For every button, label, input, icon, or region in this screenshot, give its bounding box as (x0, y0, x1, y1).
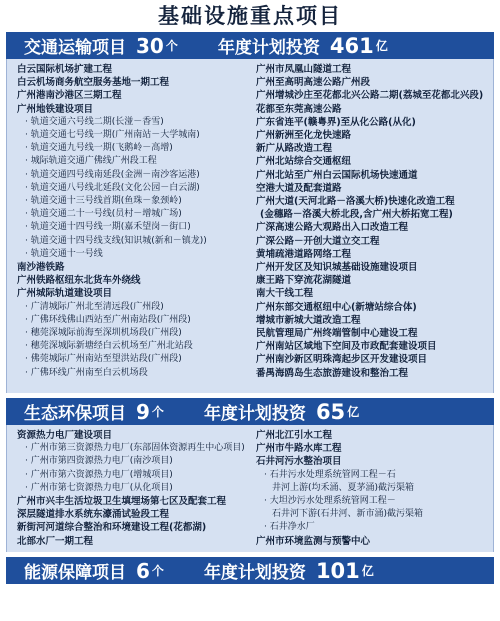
project-item: 广州市牛路水库工程 (256, 443, 342, 455)
project-list-left (17, 429, 250, 548)
project-item: 广深高速公路大观路出入口改造工程 (256, 222, 409, 234)
project-item: 资源热力电厂建设项目 (17, 430, 113, 441)
sub-project-item: · 广清城际广州北至清远段(广州段) (17, 301, 246, 314)
sub-project-item: · 轨道交通八号线北延段(文化公园－白云湖) (17, 182, 246, 195)
sub-project-item: · 轨道交通九号线一期(飞鹅岭－高增) (17, 142, 246, 155)
project-item: 广州至高明高速公路广州段 (256, 77, 371, 89)
project-list-right (250, 429, 485, 548)
section-amount-unit: 亿 (375, 39, 388, 53)
sub-project-item: · 石井污水处理系统管网工程－石 (256, 469, 485, 482)
section-amount: 461 (329, 33, 374, 58)
section-amount: 101 (315, 558, 360, 583)
project-list-left (17, 63, 250, 389)
project-item: 广州南沙新区明珠湾起步区开发建设项目 (256, 354, 428, 366)
project-item: 民航管理局广州终端管制中心建设工程 (256, 328, 418, 340)
project-item: 广州市凤凰山隧道工程 (256, 64, 352, 75)
sub-project-item: · 轨道交通十一号线 (17, 248, 246, 261)
section-body-transport (6, 59, 494, 393)
sub-project-item: · 轨道交通十四号线支线(知识城(新和－镇龙)) (17, 235, 246, 248)
project-item: 花都至东莞高速公路 (256, 103, 342, 115)
sub-project-item: · 轨道交通四号线南延段(金洲－南沙客运港) (17, 169, 246, 182)
page-title: 基础设施重点项目 (158, 4, 342, 28)
project-item: 广州新洲至化龙快速路 (256, 130, 352, 142)
section-category: 交通运输项目 (24, 38, 126, 58)
project-item: 广州北站至广州白云国际机场快速通道 (256, 169, 418, 181)
section-count-unit: 个 (151, 564, 164, 578)
sub-project-item: · 佛莞城际广州南站至望洪站段(广州段) (17, 353, 246, 366)
section-plan-label: 年度计划投资 (203, 563, 306, 583)
project-item: 白云机场商务航空服务基地一期工程 (17, 77, 170, 89)
project-item: 番禺海鸥岛生态旅游建设和整治工程 (256, 367, 409, 379)
sub-project-item: · 广州市第四资源热力电厂(南沙项目) (17, 455, 246, 468)
sub-project-item: · 大坦沙污水处理系统管网工程－ (256, 495, 485, 508)
section-count: 6 (136, 558, 150, 583)
project-item: 新街河河道综合整治和环境建设工程(花都湖) (17, 522, 207, 534)
project-item: 广东省连平(赣粤界)至从化公路(从化) (256, 116, 416, 128)
project-item: 广州铁路枢纽东北货车外绕线 (17, 275, 141, 287)
section-amount: 65 (315, 399, 346, 424)
section-header-transport (6, 32, 494, 59)
project-item: 增城市新城大道改造工程 (256, 314, 361, 326)
sub-project-item: · 穗莞深城际新塘经白云机场至广州北站段 (17, 340, 246, 353)
section-count: 30 (136, 33, 164, 58)
section-body-environment (6, 425, 494, 552)
sub-project-item: · 广州市第三资源热力电厂(东部固体资源再生中心项目) (17, 442, 246, 455)
section-plan-label: 年度计划投资 (217, 38, 320, 58)
sub-project-item: 井河上游(均禾涌、夏茅涌)截污渠箱 (272, 482, 415, 493)
sub-project-item: · 石井净水厂 (256, 521, 485, 534)
project-item: 北部水厂一期工程 (17, 535, 94, 547)
project-item: 广州市环境监测与预警中心 (256, 535, 371, 547)
project-item: 广深公路－开创大道立交工程 (256, 235, 380, 247)
sub-project-item: · 轨道交通二十一号线(员村－增城广场) (17, 208, 246, 221)
section-count: 9 (136, 399, 150, 424)
project-item: 康王路下穿流花湖隧道 (256, 275, 352, 287)
section-category: 能源保障项目 (24, 563, 126, 583)
sub-project-item: · 轨道交通六号线二期(长湴－香雪) (17, 116, 246, 129)
sub-project-item: 石井河下游(石井河、新市涌)截污渠箱 (272, 509, 424, 520)
sub-project-item: (金穗路－洛溪大桥北段,含广州大桥拓宽工程) (260, 209, 453, 221)
section-header-energy (6, 557, 494, 584)
section-amount-unit: 亿 (361, 564, 374, 578)
project-item: 深层隧道排水系统东濠涌试验段工程 (17, 509, 170, 521)
project-list-right (250, 63, 485, 389)
project-item: 白云国际机场扩建工程 (17, 64, 113, 75)
project-item: 广州大道(天河北路－洛溪大桥)快速化改造工程 (256, 196, 455, 208)
sub-project-item: · 广州市第七资源热力电厂(从化项目) (17, 482, 246, 495)
sub-project-item: · 轨道交通十三号线首期(鱼珠－象颈岭) (17, 195, 246, 208)
project-item: 黄埔疏港道路网络工程 (256, 248, 352, 260)
sub-project-item: · 穗莞深城际前海至深圳机场段(广州段) (17, 327, 246, 340)
sub-project-item: · 城际轨道交通广佛线广州段工程 (17, 155, 246, 168)
project-item: 广州港南沙港区三期工程 (17, 90, 122, 102)
section-count-unit: 个 (151, 405, 164, 419)
project-item: 广州开发区及知识城基础设施建设项目 (256, 262, 418, 274)
sub-project-item: · 轨道交通十四号线一期(嘉禾望岗－街口) (17, 221, 246, 234)
section-amount-unit: 亿 (347, 405, 360, 419)
project-item: 广州地铁建设项目 (17, 103, 94, 115)
section-plan-label: 年度计划投资 (203, 404, 306, 424)
sub-project-item: · 广州市第六资源热力电厂(增城项目) (17, 469, 246, 482)
project-item: 广州南站区域地下空间及市政配套建设项目 (256, 341, 437, 353)
section-count-unit: 个 (165, 39, 178, 53)
project-item: 广州市兴丰生活垃圾卫生填埋场第七区及配套工程 (17, 496, 227, 508)
project-item: 广州北站综合交通枢纽 (256, 156, 352, 168)
sub-project-item: · 广佛环线广州南至白云机场段 (17, 367, 246, 380)
project-item: 广州城际轨道建设项目 (17, 288, 113, 300)
project-item: 南沙港铁路 (17, 262, 65, 274)
project-item: 石井河污水整治项目 (256, 456, 342, 468)
sub-project-item: · 轨道交通七号线一期(广州南站－大学城南) (17, 129, 246, 142)
project-item: 广州东部交通枢纽中心(新塘站综合体) (256, 301, 417, 313)
project-item: 广州北江引水工程 (256, 430, 333, 441)
sub-project-item: · 广佛环线佛山西站至广州南站段(广州段) (17, 314, 246, 327)
project-item: 空港大道及配套道路 (256, 182, 342, 194)
section-category: 生态环保项目 (24, 404, 126, 424)
project-item: 新广从路改造工程 (256, 143, 333, 155)
project-item: 南大干线工程 (256, 288, 314, 300)
project-item: 广州增城沙庄至花都北兴公路二期(荔城至花都北兴段) (256, 90, 484, 102)
section-header-environment (6, 398, 494, 425)
